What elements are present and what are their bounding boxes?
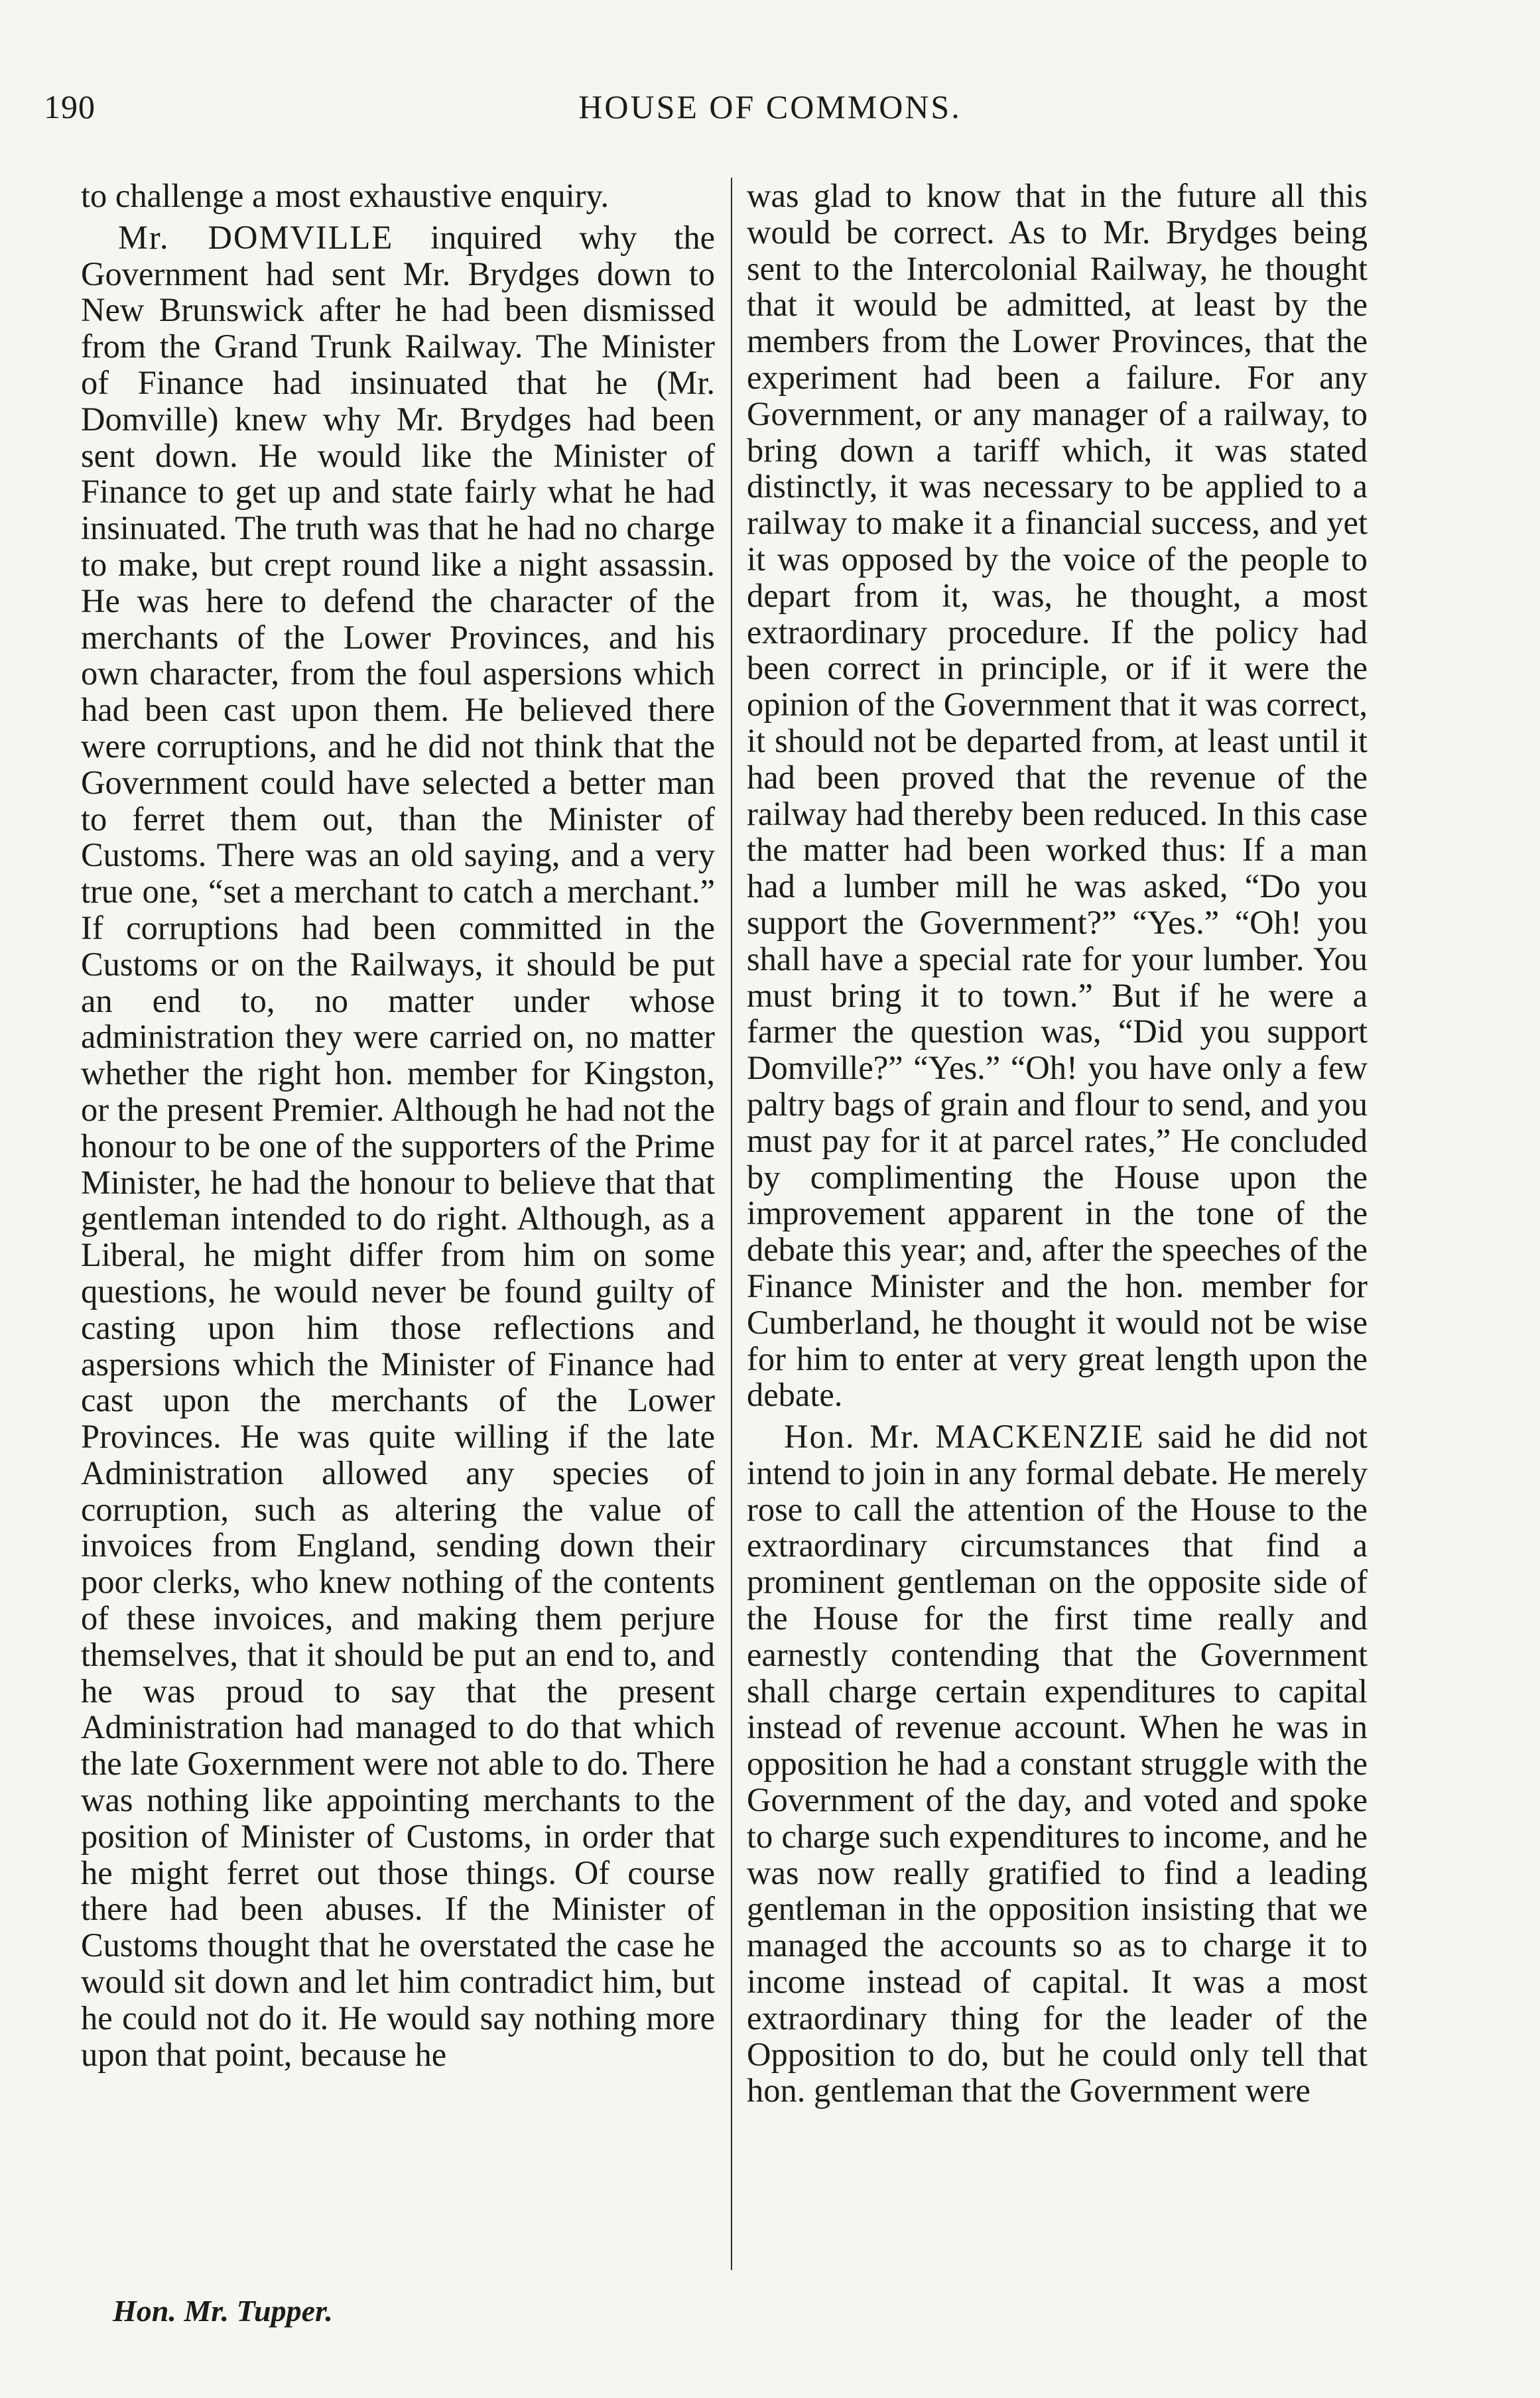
- speaker-name: Mr. DOMVILLE: [118, 218, 394, 256]
- left-column: [81, 178, 715, 2300]
- page-number: 190: [44, 88, 96, 125]
- paragraph: was glad to know that in the future all this would be correct. As to Mr. Brydges being sent to the Intercolonial Railway, he thought that it would be admitted, at least by the members from the Lower Provinces, that the experiment had been a failure. For any Government, or any manager of a railway, to bring down a tariff which, it was stated distinctly, it was necessary to be applied to a railway to make it a financial success, and yet it was opposed by the voice of the people to depart from it, was, he thought, a most extraordinary procedure. If the policy had been correct in principle, or if it were the opinion of the Government that it was correct, it should not be departed from, at least until it had been proved that the revenue of the railway had thereby been reduced. In this case the matter had been worked thus: If a man had a lumber mill he was asked, “Do you support the Government?” “Yes.” “Oh! you shall have a special rate for your lumber. You must bring it to town.” But if he were a farmer the question was, “Did you support Domville?” “Yes.” “Oh! you have only a few paltry bags of grain and flour to send, and you must pay for it at parcel rates,” He concluded by complimenting the House upon the improvement apparent in the tone of the debate this year; and, after the speeches of the Finance Minister and the hon. member for Cumberland, he thought it would not be wise for him to enter at very great length upon the debate.: [747, 177, 1368, 1414]
- paragraph: to challenge a most exhaustive enquiry.: [81, 177, 610, 214]
- paragraph: [747, 1419, 1368, 2109]
- right-column: [747, 178, 1368, 2300]
- footer-speaker: Hon. Mr. Tupper.: [113, 2294, 333, 2328]
- speech-text: said he did not intend to join in any formal debate. He merely rose to call the attention of the House to the extraordinary circumstances that find a prominent gentleman on the opposite side of the House for the first time really and earnestly contending that the Government shall charge certain expenditures to capital instead of revenue account. When he was in opposition he had a constant struggle with the Government of the day, and voted and spoke to charge such expenditures to income, and he was now really gratified to find a leading gentleman in the opposition insisting that we managed the accounts so as to charge it to income instead of capital. It was a most extraordinary thing for the leader of the Opposition to do, but he could only tell that hon. gentleman that the Government were: [747, 1418, 1368, 2110]
- running-head: HOUSE OF COMMONS.: [578, 88, 962, 125]
- paragraph: [81, 220, 715, 2073]
- column-rule: [731, 178, 732, 2270]
- speech-text: inquired why the Government had sent Mr. Brydges down to New Brunswick after he had been dismissed from the Grand Trunk Railway. The Minister of Finance had insinuated that he (Mr. Domville) knew why Mr. Brydges had been sent down. He would like the Minister of Finance to get up and state fairly what he had insinuated. The truth was that he had no charge to make, but crept round like a night assassin. He was here to defend the character of the merchants of the Lower Provinces, and his own character, from the foul aspersions which had been cast upon them. He believed there were corruptions, and he did not think that the Government could have selected a better man to ferret them out, than the Minister of Customs. There was an old saying, and a very true one, “set a merchant to catch a merchant.” If corruptions had been committed in the Customs or on the Railways, it should be put an end to, no matter under whose administration they were carried on, no matter whether the right hon. member for Kingston, or the present Premier. Although he had not the honour to be one of the supporters of the Prime Minister, he had the honour to believe that that gentleman intended to do right. Although, as a Liberal, he might differ from him on some questions, he would never be found guilty of casting upon him those reflections and aspersions which the Minister of Finance had cast upon the merchants of the Lower Provinces. He was quite willing if the late Administration allowed any species of corruption, such as altering the value of invoices from England, sending down their poor clerks, who knew nothing of the contents of these invoices, and making them perjure themselves, that it should be put an end to, and he was proud to say that the present Administration had managed to do that which the late Goxernment were not able to do. There was nothing like appointing merchants to the position of Minister of Customs, in order that he might ferret out those things. Of course there had been abuses. If the Minister of Customs thought that he overstated the case he would sit down and let him contradict him, but he could not do it. He would say nothing more upon that point, because he: [81, 218, 715, 2073]
- speaker-name: Hon. Mr. MACKENZIE: [784, 1418, 1145, 1456]
